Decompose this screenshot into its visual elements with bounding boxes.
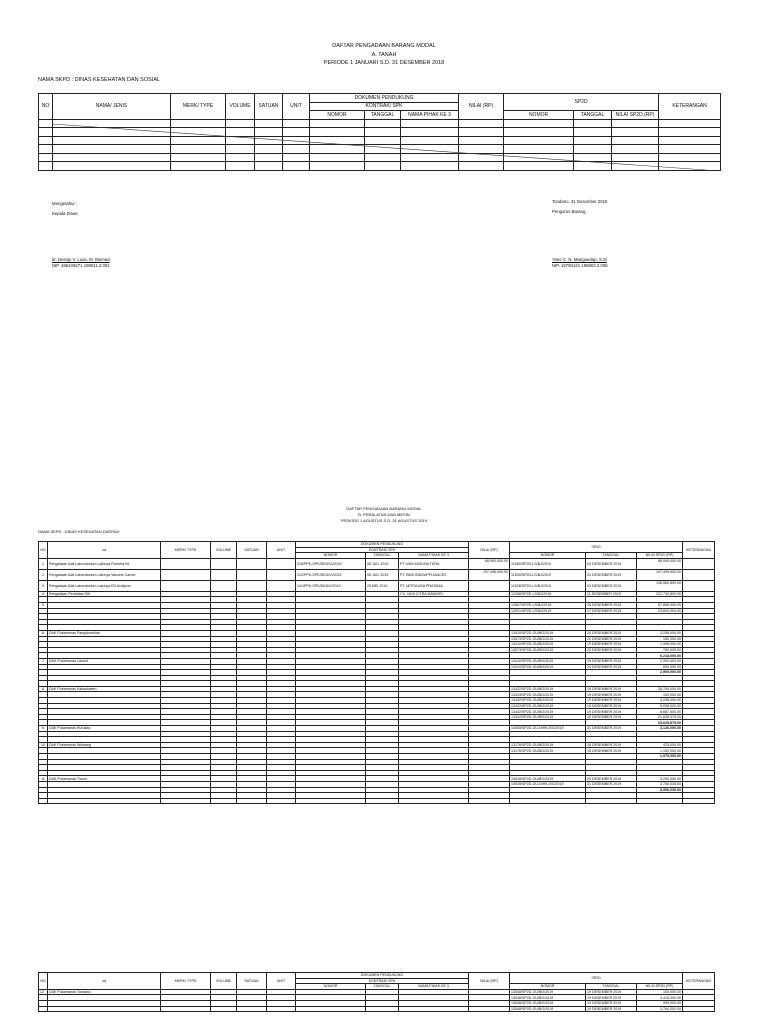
table-row — [39, 569, 715, 580]
cell-snomor: 13548/SP2D-GU/BO/2019 — [510, 1006, 586, 1012]
col-keterangan: KETERANGAN — [659, 94, 721, 120]
cell-kontrak-tanggal: 08 JULI 2019 — [366, 569, 399, 580]
cell-nilai: 197,495,900.00 — [469, 569, 510, 580]
cell-sp2d-nomor: 13432/SP2D-GU/BO/2019 — [510, 686, 586, 692]
cell-unit — [267, 569, 296, 580]
page3-table — [38, 972, 715, 1012]
page2-title-line: PERIODE 1 AGUSTUS S.D. 31 AGUSTUS 2019 — [340, 518, 428, 523]
cell-unit — [267, 798, 296, 804]
cell-nama: Pengadaan Peralatan SIK — [48, 591, 161, 597]
cell-kontrak-nomor: 141/PPK-SPK/DKD/V/2019 — [296, 580, 366, 591]
cell-sp2d-tanggal: 19 DESEMBER 2019 — [586, 698, 637, 704]
cell-sp2d-nilai: 26,700,000.00 — [637, 686, 683, 692]
cell-snilai: 3,764,000.00 — [637, 1006, 683, 1012]
col-no: NO — [39, 542, 48, 559]
cell-pihak: PT. MITRA ASA PRATAMA — [399, 580, 469, 591]
cell-kontrak-tanggal — [366, 798, 399, 804]
cell-sp2d-nilai: 3,126,000.00 — [637, 726, 683, 732]
cell-sp2d-tanggal: 16 DESEMBER 2019 — [586, 602, 637, 608]
cell-merk — [161, 580, 211, 591]
cell-pihak: PT. BMS INDOAPPLIANCES — [399, 569, 469, 580]
cell-sp2d-tanggal: 18 DESEMBER 2019 — [586, 742, 637, 748]
cell-sp2d-nilai: 222,730,800.00 — [637, 591, 683, 597]
col-sp2d-tanggal: TANGGAL — [586, 984, 637, 990]
cell-sp2d-nilai: 21,638,375.00 — [637, 714, 683, 720]
cell-nama — [48, 1006, 161, 1012]
cell-nama: DAK Puskesmas Rurukan — [48, 726, 161, 732]
cell-sp2d-nomor: 13433/SP2D-GU/BO/2019 — [510, 692, 586, 698]
cell-stgl: 19 DESEMBER 2019 — [586, 995, 637, 1001]
cell-no — [39, 1006, 48, 1012]
cell-stgl: 19 DESEMBER 2019 — [586, 1000, 637, 1006]
cell-nilai — [469, 580, 510, 591]
cell-sp2d-tanggal: 03 DESEMBER 2019 — [586, 580, 637, 591]
cell-sp2d-nilai: 3,706,035.00 — [637, 781, 683, 787]
page2-title — [0, 506, 768, 524]
page1-skpd: NAMA SKPD : DINAS KESEHATAN DAN SOSIAL — [38, 77, 161, 83]
cell-sp2d-nomor: 14928/SP2D-GU-NIHIL/SG/2019 — [510, 781, 586, 787]
cell-no: 9 — [39, 726, 48, 732]
cell-volume — [211, 798, 237, 804]
cell-sp2d-nilai: 3,258,000.00 — [637, 630, 683, 636]
table-cell — [399, 1006, 469, 1012]
page2-skpd: NAMA SKPD : DINAS KESEHATAN DAERAH — [38, 529, 120, 534]
cell-keterangan — [683, 580, 715, 591]
cell-nama: DAK Puskesmas Tandano — [48, 989, 161, 995]
col-kontrak-tanggal: TANGGAL — [365, 111, 401, 120]
table-row — [39, 558, 715, 569]
cell-keterangan — [683, 798, 715, 804]
table-row — [39, 580, 715, 591]
page2-title-line: B. PERALATAN DAN MESIN — [358, 512, 410, 517]
col-pihak: NAMA PIHAK KE 3 — [399, 553, 469, 559]
cell-snilai: 4,416,000.00 — [637, 995, 683, 1001]
cell-no: 11 — [39, 776, 48, 782]
cell-sp2d-nilai: 63,625,875.00 — [637, 720, 683, 726]
table-cell — [211, 1006, 237, 1012]
cell-volume — [211, 558, 237, 569]
cell-sp2d-nilai: 196,560,899.00 — [637, 580, 683, 591]
col-kontrak-nomor: NOMOR — [310, 111, 365, 120]
cell-sp2d-nilai: 6,687,500.00 — [637, 709, 683, 715]
col-sp2d-nomor: NOMOR — [504, 111, 574, 120]
col-sp2d: SP2D — [510, 542, 683, 553]
cell-no: 5 — [39, 602, 48, 608]
table-cell — [469, 1006, 510, 1012]
cell-unit — [267, 558, 296, 569]
col-pihak: NAMA PIHAK KE 3 — [401, 111, 459, 120]
col-unit: UNIT — [267, 973, 296, 990]
col-sp2d-nomor: NOMOR — [510, 984, 586, 990]
cell-sp2d-tanggal: 19 DESEMBER 2019 — [586, 709, 637, 715]
col-volume: VOLUME — [226, 94, 255, 120]
cell-sp2d-nomor: 12931/SP2D-LS/BJ/2019 — [510, 608, 586, 614]
cell-sp2d-nilai: 780,000.00 — [637, 647, 683, 653]
cell-stgl: 19 DESEMBER 2019 — [586, 1006, 637, 1012]
col-kontrak: KONTRAK/ SPK — [296, 978, 469, 984]
cell-sp2d-nilai: 150,000.00 — [637, 692, 683, 698]
page1-title-line: A. TANAH — [371, 51, 397, 58]
col-kontrak: KONTRAK/ SPK — [296, 547, 469, 553]
cell-pihak — [399, 798, 469, 804]
cell-sp2d-tanggal: 20 DESEMBER 2019 — [586, 630, 637, 636]
col-nilai: NILAI (RP) — [469, 542, 510, 559]
col-kontrak-tanggal: TANGGAL — [366, 984, 399, 990]
col-sp2d-nilai: NILAI SP2D (RP) — [612, 111, 659, 120]
cell-nama: DAK Puskesmas Kakaskasen — [48, 686, 161, 692]
col-satuan: SATUAN — [237, 542, 267, 559]
cell-nama: Pengadaan Alat Laboratorium Lainnya Pocketa Kit — [48, 558, 161, 569]
table-row — [39, 798, 715, 804]
col-unit: UNIT — [267, 542, 296, 559]
col-sp2d-tanggal: TANGGAL — [574, 111, 612, 120]
col-volume: VOLUME — [211, 542, 237, 559]
cell-sp2d-nomor — [510, 798, 586, 804]
cell-nama — [48, 798, 161, 804]
cell-sp2d-nomor: 13176/SP2D-GU/BO/2019 — [510, 748, 586, 754]
sig-left-line2: Kepala Dinas — [52, 211, 78, 216]
col-dokumen: DOKUMEN PENDUKUNG — [310, 94, 459, 103]
table-cell — [366, 1006, 399, 1012]
cell-kontrak-nomor: 016/PPK-SPK/DKD/VI/2019 — [296, 558, 366, 569]
cell-sp2d-nomor: 13410/SP2D-GU/BO/2019 — [510, 630, 586, 636]
cell-sp2d-nilai: 68,990,000.00 — [637, 558, 683, 569]
col-keterangan: KETERANGAN — [683, 973, 715, 990]
cell-sp2d-tanggal: 19 DESEMBER 2019 — [586, 692, 637, 698]
col-keterangan: KETERANGAN — [683, 542, 715, 559]
col-volume: VOLUME — [211, 973, 237, 990]
cell-sp2d-nomor: 13410/SP2D-GU/BO/2019 — [510, 642, 586, 648]
cell-sp2d-nilai: 197,495,900.00 — [637, 569, 683, 580]
col-merk: MERK/ TYPE — [161, 542, 211, 559]
cell-sp2d-nilai: 600,000.00 — [637, 664, 683, 670]
cell-no — [39, 798, 48, 804]
sig-right-line1: Tondano, 31 Desember 2018 — [552, 199, 608, 204]
cell-sp2d-nomor: 13432/SP2D-GU/BO/2019 — [510, 698, 586, 704]
cell-sp2d-nilai: 3,238,000.00 — [637, 698, 683, 704]
cell-sp2d-tanggal — [586, 798, 637, 804]
cell-no: 2 — [39, 569, 48, 580]
table-cell — [161, 1006, 211, 1012]
table-cell — [237, 1006, 267, 1012]
col-nilai: NILAI (RP) — [459, 94, 504, 120]
cell-nama: Pengadaan Alat Laboratorium Lainnya ED Analyzer — [48, 580, 161, 591]
cell-no: 1 — [39, 558, 48, 569]
cell-sp2d-tanggal: 20 DESEMBER 2019 — [586, 636, 637, 642]
cell-satuan — [237, 569, 267, 580]
cell-merk — [161, 558, 211, 569]
cell-sp2d-nomor: 12286/SP2D-LS/BJ/2019 — [510, 591, 586, 597]
cell-sp2d-nilai: 8,956,035.00 — [637, 787, 683, 793]
cell-sp2d-tanggal: 31 DESEMBER 2019 — [586, 781, 637, 787]
col-pihak: NAMA PIHAK KE 3 — [399, 984, 469, 990]
cell-sp2d-tanggal: 11 DESEMBER 2019 — [586, 591, 637, 597]
cell-no: 10 — [39, 742, 48, 748]
signature-right — [552, 199, 608, 269]
cell-snomor: 13548/SP2D-GU/BO/2019 — [510, 1000, 586, 1006]
cell-kontrak-nomor — [296, 798, 366, 804]
col-sp2d: SP2D — [504, 94, 659, 111]
cell-keterangan — [683, 569, 715, 580]
cell-kontrak-tanggal: 08 JULI 2019 — [366, 558, 399, 569]
col-satuan: SATUAN — [255, 94, 283, 120]
col-nama: na — [48, 973, 161, 990]
cell-sp2d-nilai: 6,218,000.00 — [637, 653, 683, 659]
sig-right-name: Yane C. N. Manguedap, S.Si — [552, 257, 607, 262]
cell-sp2d-nilai: 23,600,000.00 — [637, 608, 683, 614]
cell-satuan — [237, 798, 267, 804]
cell-sp2d-tanggal: 03 DESEMBER 2019 — [586, 558, 637, 569]
table-cell — [683, 1006, 715, 1012]
col-dokumen: DOKUMEN PENDUKUNG — [296, 542, 469, 548]
cell-sp2d-tanggal: 19 DESEMBER 2019 — [586, 658, 637, 664]
cell-sp2d-tanggal: 19 DESEMBER 2019 — [586, 686, 637, 692]
cell-merk — [161, 798, 211, 804]
cell-no: 4 — [39, 591, 48, 597]
cell-snilai: 150,000.00 — [637, 989, 683, 995]
cell-snomor: 13548/SP2D-GU/BO/2019 — [510, 989, 586, 995]
cell-sp2d-nomor: 12807/SP2D-LS/BJ/2019 — [510, 602, 586, 608]
sig-left-line1: Mengetahui : — [52, 201, 77, 206]
cell-sp2d-nomor: 14418/SP2D-GU/BO/2019 — [510, 776, 586, 782]
cell-nilai: 68,990,000.00 — [469, 558, 510, 569]
cell-sp2d-nomor: 11509/SP2D-LS/BJ/2019 — [510, 569, 586, 580]
cell-kontrak-nomor: 012/PPK-SPK/DKD/VI/2019 — [296, 569, 366, 580]
col-sp2d-nilai: NILAI SP2D (RP) — [637, 984, 683, 990]
table-row — [39, 1006, 715, 1012]
cell-sp2d-nomor: 13410/SP2D-GU/BO/2019 — [510, 658, 586, 664]
cell-sp2d-nomor: 11528/SP2D-LS/BJ/2019 — [510, 580, 586, 591]
col-nilai: NILAI (RP) — [469, 973, 510, 990]
cell-sp2d-nilai: 150,000.00 — [637, 636, 683, 642]
cell-sp2d-nomor: 13432/SP2D-GU/BO/2019 — [510, 709, 586, 715]
cell-sp2d-tanggal: 31 DESEMBER 2019 — [586, 726, 637, 732]
cell-snilai: 999,000.00 — [637, 1000, 683, 1006]
cell-sp2d-nilai: 5,098,000.00 — [637, 703, 683, 709]
sig-left-nip: NIP. 196109271 198011.2.001 — [52, 263, 110, 268]
cell-unit — [267, 580, 296, 591]
cell-snomor: 13548/SP2D-GU/BO/2019 — [510, 995, 586, 1001]
cell-pihak: CV. JAYA CITRA MANDIRI — [399, 591, 469, 597]
strike-lines — [0, 0, 768, 180]
cell-stgl: 19 DESEMBER 2019 — [586, 989, 637, 995]
cell-volume — [211, 569, 237, 580]
cell-sp2d-nomor: 13573/SP2D-GU/BO/2019 — [510, 647, 586, 653]
cell-kontrak-tanggal: 29 MEI 2019 — [366, 580, 399, 591]
cell-sp2d-nilai: 2,300,000.00 — [637, 658, 683, 664]
col-merk: MERK/ TYPE — [161, 973, 211, 990]
cell-sp2d-nilai: 1,150,000.00 — [637, 748, 683, 754]
cell-no: 8 — [39, 686, 48, 692]
cell-sp2d-nilai: 2,900,000.00 — [637, 670, 683, 676]
page2-title-line: DAFTAR PENGADAAN BARANG MODAL — [346, 506, 422, 511]
sig-left-name: dr. Deesje V. Luas, M. Biomed — [52, 257, 110, 262]
cell-sp2d-tanggal: 20 DESEMBER 2019 — [586, 776, 637, 782]
col-sp2d: SP2D — [510, 973, 683, 984]
cell-nama: DAK Puskesmas Wolaang — [48, 742, 161, 748]
cell-sp2d-tanggal: 20 DESEMBER 2019 — [586, 664, 637, 670]
col-no: NO — [39, 94, 53, 120]
cell-nama: DAK Puskesmas Pangolombian — [48, 630, 161, 636]
table-cell — [267, 1006, 296, 1012]
cell-sp2d-nilai: 5,250,000.00 — [637, 776, 683, 782]
sig-right-nip: NIP. 19750121 199803.2.006 — [552, 263, 608, 268]
cell-no: 12 — [39, 989, 48, 995]
table-cell — [296, 1006, 366, 1012]
col-sp2d-tanggal: TANGGAL — [586, 553, 637, 559]
cell-sp2d-nomor: 13410/SP2D-GU/BO/2019 — [510, 664, 586, 670]
col-sp2d-nilai: NILAI SP2D (RP) — [637, 553, 683, 559]
sig-right-line2: Pengurus Barang, — [552, 209, 587, 214]
cell-sp2d-nilai: 87,896,000.00 — [637, 602, 683, 608]
col-dokumen: DOKUMEN PENDUKUNG — [296, 973, 469, 979]
cell-sp2d-tanggal: 17 DESEMBER 2019 — [586, 608, 637, 614]
cell-sp2d-nomor: 13432/SP2D-GU/BO/2019 — [510, 703, 586, 709]
col-kontrak-nomor: NOMOR — [296, 984, 366, 990]
cell-satuan — [237, 558, 267, 569]
cell-sp2d-nilai: 425,000.00 — [637, 742, 683, 748]
cell-nama: DAK Puskesmas Lansot — [48, 658, 161, 664]
cell-sp2d-tanggal: 03 DESEMBER 2019 — [586, 569, 637, 580]
cell-sp2d-nilai: 1,998,000.00 — [637, 642, 683, 648]
cell-sp2d-nilai — [637, 798, 683, 804]
col-satuan: SATUAN — [237, 973, 267, 990]
cell-sp2d-nomor: 11960/SP2D-LS/BJ/2019 — [510, 558, 586, 569]
cell-no: 7 — [39, 658, 48, 664]
page2-table — [38, 541, 715, 804]
cell-nama: DAK Puskesmas Tinoor — [48, 776, 161, 782]
cell-no: 6 — [39, 630, 48, 636]
cell-volume — [211, 580, 237, 591]
cell-no: 3 — [39, 580, 48, 591]
col-kontrak: KONTRAK/ SPK — [310, 102, 459, 111]
cell-sp2d-nomor: 13432/SP2D-GU/BO/2019 — [510, 714, 586, 720]
cell-sp2d-tanggal: 19 DESEMBER 2019 — [586, 642, 637, 648]
col-merk: MERK/ TYPE — [171, 94, 226, 120]
cell-nilai — [469, 798, 510, 804]
cell-sp2d-nomor: 13176/SP2D-GU/BO/2019 — [510, 742, 586, 748]
page1-title-line: DAFTAR PENGADAAN BARANG MODAL — [332, 43, 436, 49]
cell-sp2d-nomor: 14005/SP2D-GU-NIHIL/SG/2019 — [510, 726, 586, 732]
cell-nama: Pengadaan Alat Laboratorium Lainnya Vaccine Carrier — [48, 569, 161, 580]
cell-sp2d-nilai: 1,575,000.00 — [637, 754, 683, 760]
cell-keterangan — [683, 558, 715, 569]
cell-merk — [161, 569, 211, 580]
cell-pihak: PT IVAN MIGUNA TERA — [399, 558, 469, 569]
col-nama: NAMA/ JENIS — [53, 94, 171, 120]
cell-sp2d-tanggal: 18 DESEMBER 2019 — [586, 748, 637, 754]
col-unit: UNIT — [283, 94, 310, 120]
col-kontrak-tanggal: TANGGAL — [366, 553, 399, 559]
col-no: NO — [39, 973, 48, 990]
cell-satuan — [237, 580, 267, 591]
page1-title-line: PERIODE 1 JANUARI S.D. 31 DESEMBER 2018 — [323, 60, 445, 66]
cell-sp2d-nomor: 13573/SP2D-GU/BO/2019 — [510, 636, 586, 642]
cell-sp2d-tanggal: 19 DESEMBER 2019 — [586, 714, 637, 720]
cell-sp2d-tanggal: 19 DESEMBER 2019 — [586, 703, 637, 709]
signature-left — [52, 201, 110, 269]
cell-sp2d-tanggal: 20 DESEMBER 2019 — [586, 647, 637, 653]
col-sp2d-nomor: NOMOR — [510, 553, 586, 559]
col-kontrak-nomor: NOMOR — [296, 553, 366, 559]
col-nama: na — [48, 542, 161, 559]
